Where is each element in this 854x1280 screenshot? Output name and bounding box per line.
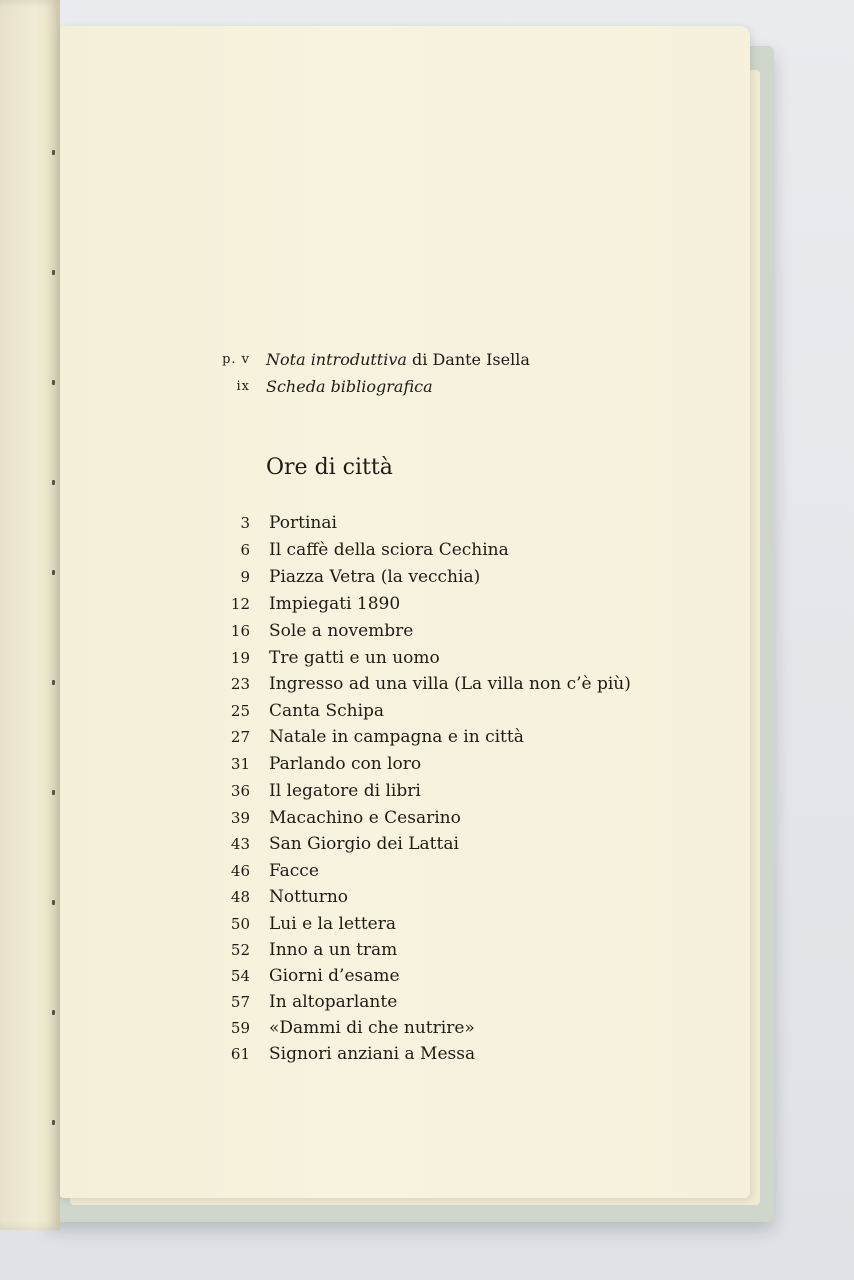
entry-page: 25 [230, 702, 250, 720]
entry-title: Il caffè della sciora Cechina [269, 540, 509, 560]
entry-title: Canta Schipa [269, 701, 385, 721]
entry-page: 36 [230, 782, 250, 800]
binding-stitch [52, 270, 55, 275]
entry-title: Il legatore di libri [269, 781, 421, 801]
entry-page: 31 [230, 755, 250, 773]
entry-page: 16 [230, 622, 250, 640]
binding-stitch [52, 1120, 55, 1125]
entry-title: Impiegati 1890 [269, 594, 401, 614]
entry-title: Natale in campagna e in città [269, 727, 524, 747]
entry-page: 12 [230, 595, 250, 613]
section-title: Ore di città [266, 455, 393, 480]
entry-title: Ingresso ad una villa (La villa non c’è più) [269, 674, 631, 694]
entry-page: 48 [230, 888, 250, 906]
entry-page: 59 [230, 1019, 250, 1037]
front-matter-page: p. v [222, 352, 250, 367]
entry-title: Inno a un tram [269, 940, 398, 960]
binding-stitch [52, 680, 55, 685]
entry-title: Sole a novembre [269, 621, 414, 641]
front-matter-title: Scheda bibliografica [266, 377, 433, 396]
entry-page: 6 [240, 541, 250, 559]
binding-stitch [52, 1010, 55, 1015]
entry-page: 57 [230, 993, 250, 1011]
entry-page: 43 [230, 835, 250, 853]
binding-stitch [52, 900, 55, 905]
binding-stitch [52, 380, 55, 385]
entry-title: Giorni d’esame [269, 966, 400, 986]
entry-page: 52 [230, 941, 250, 959]
binding-stitch [52, 480, 55, 485]
entry-page: 46 [230, 862, 250, 880]
entry-page: 39 [230, 809, 250, 827]
binding-stitch [52, 570, 55, 575]
entry-page: 27 [230, 728, 250, 746]
entry-title: Macachino e Cesarino [269, 808, 461, 828]
entry-page: 54 [230, 967, 250, 985]
entry-title: Lui e la lettera [269, 914, 397, 934]
entry-title: Piazza Vetra (la vecchia) [269, 567, 481, 587]
entry-page: 3 [240, 514, 250, 532]
entry-title: Parlando con loro [269, 754, 422, 774]
entry-page: 61 [230, 1045, 250, 1063]
entry-title: San Giorgio dei Lattai [269, 834, 459, 854]
entry-page: 23 [230, 675, 250, 693]
entry-title: Tre gatti e un uomo [269, 648, 440, 668]
entry-title: Portinai [269, 513, 337, 533]
entry-title: Facce [269, 861, 319, 881]
entry-title: Notturno [269, 887, 349, 907]
entry-title: In altoparlante [269, 992, 398, 1012]
front-matter-page: ix [236, 379, 250, 394]
entry-page: 9 [240, 568, 250, 586]
entry-title: Signori anziani a Messa [269, 1044, 476, 1064]
left-page-edge [0, 0, 60, 1230]
entry-page: 19 [230, 649, 250, 667]
entry-title: «Dammi di che nutrire» [269, 1018, 475, 1038]
binding-stitch [52, 150, 55, 155]
front-matter-title: Nota introduttiva di Dante Isella [266, 350, 530, 369]
entry-page: 50 [230, 915, 250, 933]
binding-stitch [52, 790, 55, 795]
